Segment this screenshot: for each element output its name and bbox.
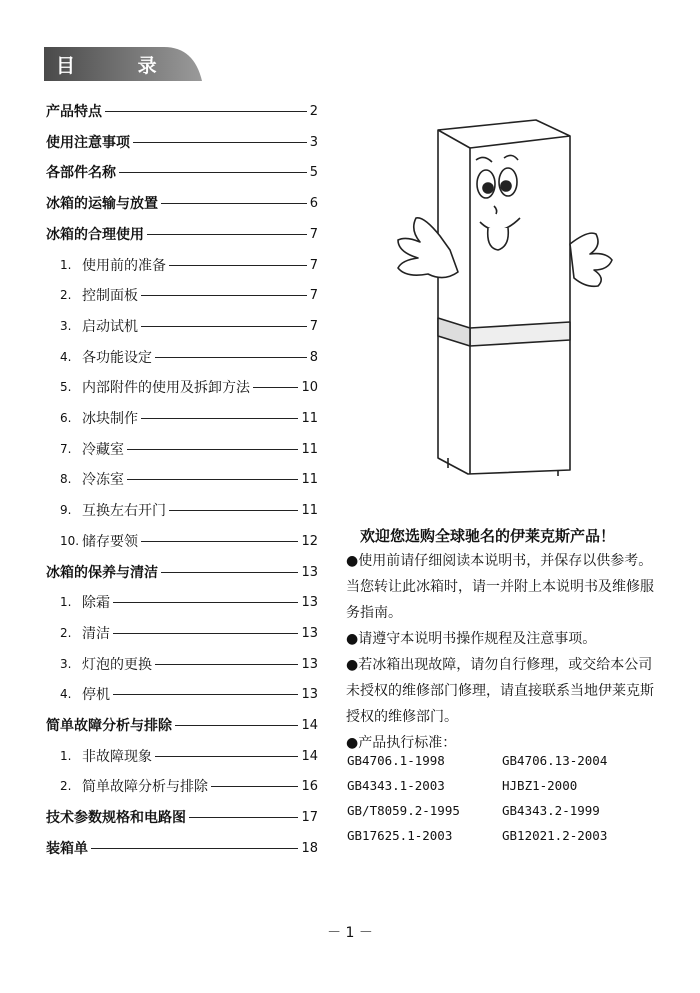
toc-leader-line: [105, 111, 307, 112]
toc-entry[interactable]: [46, 162, 318, 182]
toc-leader-line: [189, 817, 298, 818]
toc-entry[interactable]: [60, 255, 318, 275]
toc-entry-page: 13: [301, 564, 318, 580]
intro-paragraph-3: ●若冰箱出现故障，请勿自行修理，或交给本公司未授权的维修部门修理，请直接联系当地伊莱克斯授权的维修部门。: [346, 657, 654, 725]
toc-entry-page: 17: [301, 809, 318, 825]
table-of-contents: [0, 0, 340, 860]
toc-entry-page: 11: [301, 471, 318, 487]
intro-paragraph-1: ●使用前请仔细阅读本说明书，并保存以供参考。当您转让此冰箱时，请一并附上本说明书及维修服务指南。: [346, 553, 654, 621]
toc-entry-page: 13: [301, 686, 318, 702]
toc-leader-line: [253, 387, 298, 388]
toc-entry-label: 产品特点: [46, 104, 102, 120]
toc-entry-number: 6.: [60, 411, 72, 425]
standard-code: HJBZ1-2000: [502, 778, 578, 793]
toc-entry-label: 储存要领: [82, 534, 138, 550]
toc-entry-page: 7: [309, 287, 318, 303]
toc-entry-label: 各功能设定: [82, 350, 152, 366]
toc-entry-label: 灯泡的更换: [82, 657, 152, 673]
toc-entry-page: 7: [309, 226, 318, 242]
standard-code: GB4706.1-1998: [347, 753, 445, 768]
toc-entry-page: 13: [301, 656, 318, 672]
toc-entry[interactable]: [60, 684, 318, 704]
toc-leader-line: [91, 848, 298, 849]
toc-entry[interactable]: [60, 592, 318, 612]
page-title: 目 录: [56, 55, 185, 77]
toc-entry[interactable]: [60, 776, 318, 796]
toc-entry-label: 清洁: [82, 626, 110, 642]
toc-entry-label: 技术参数规格和电路图: [46, 810, 186, 826]
toc-entry[interactable]: [46, 193, 318, 213]
toc-entry-page: 6: [309, 195, 318, 211]
toc-entry-page: 11: [301, 502, 318, 518]
toc-entry-number: 4.: [60, 687, 72, 701]
toc-entry[interactable]: [60, 623, 318, 643]
toc-entry-number: 2.: [60, 626, 72, 640]
toc-leader-line: [141, 326, 307, 327]
toc-entry-page: 5: [309, 164, 318, 180]
toc-entry-page: 14: [301, 748, 318, 764]
toc-entry-number: 4.: [60, 350, 72, 364]
toc-leader-line: [113, 602, 298, 603]
fridge-icon: [358, 118, 620, 478]
toc-leader-line: [169, 510, 298, 511]
toc-leader-line: [155, 357, 307, 358]
toc-leader-line: [175, 725, 298, 726]
standard-code: GB17625.1-2003: [347, 828, 453, 843]
toc-entry-number: 1.: [60, 749, 72, 763]
toc-entry-page: 14: [301, 717, 318, 733]
toc-entry-number: 2.: [60, 288, 72, 302]
toc-entry[interactable]: [60, 654, 318, 674]
toc-entry[interactable]: [46, 562, 318, 582]
toc-entry-number: 7.: [60, 442, 72, 456]
toc-leader-line: [141, 295, 307, 296]
toc-leader-line: [133, 142, 307, 143]
standard-code: GB/T8059.2-1995: [347, 803, 460, 818]
toc-entry[interactable]: [60, 439, 318, 459]
toc-entry-number: 2.: [60, 779, 72, 793]
toc-entry-page: 16: [301, 778, 318, 794]
toc-entry-number: 3.: [60, 657, 72, 671]
toc-entry-label: 冰箱的合理使用: [46, 227, 144, 243]
toc-leader-line: [113, 694, 298, 695]
toc-entry[interactable]: [60, 347, 318, 367]
toc-entry-label: 简单故障分析与排除: [46, 718, 172, 734]
welcome-heading: 欢迎您选购全球驰名的伊莱克斯产品！: [360, 527, 616, 545]
toc-entry[interactable]: [46, 807, 318, 827]
toc-entry[interactable]: [60, 316, 318, 336]
toc-entry-label: 装箱单: [46, 841, 88, 857]
toc-entry[interactable]: [60, 285, 318, 305]
toc-entry-number: 1.: [60, 258, 72, 272]
standard-code: GB4343.2-1999: [502, 803, 600, 818]
toc-entry-label: 冷冻室: [82, 472, 124, 488]
page-number: － 1 －: [327, 925, 373, 941]
toc-leader-line: [161, 572, 298, 573]
toc-entry-label: 使用前的准备: [82, 258, 166, 274]
toc-entry-label: 控制面板: [82, 288, 138, 304]
toc-entry-number: 3.: [60, 319, 72, 333]
toc-entry-page: 13: [301, 594, 318, 610]
toc-entry-number: 9.: [60, 503, 72, 517]
toc-leader-line: [119, 172, 307, 173]
toc-entry[interactable]: [60, 500, 318, 520]
toc-entry-label: 冰箱的保养与清洁: [46, 565, 158, 581]
toc-entry-label: 非故障现象: [82, 749, 152, 765]
toc-entry[interactable]: [60, 469, 318, 489]
toc-entry-number: 8.: [60, 472, 72, 486]
toc-entry[interactable]: [46, 715, 318, 735]
toc-entry-page: 12: [301, 533, 318, 549]
toc-entry-label: 冰块制作: [82, 411, 138, 427]
toc-entry-label: 除霜: [82, 595, 110, 611]
toc-entry-number: 1.: [60, 595, 72, 609]
toc-entry-label: 各部件名称: [46, 165, 116, 181]
toc-leader-line: [127, 479, 298, 480]
toc-entry-label: 内部附件的使用及拆卸方法: [82, 380, 250, 396]
toc-entry[interactable]: [46, 224, 318, 244]
standard-code: GB4343.1-2003: [347, 778, 445, 793]
toc-entry[interactable]: [46, 838, 318, 858]
toc-entry-page: 10: [301, 379, 318, 395]
toc-entry-label: 冷藏室: [82, 442, 124, 458]
toc-entry-page: 7: [309, 257, 318, 273]
toc-entry-page: 11: [301, 441, 318, 457]
toc-entry-page: 3: [309, 134, 318, 150]
toc-entry-page: 7: [309, 318, 318, 334]
toc-entry[interactable]: [60, 377, 318, 397]
toc-leader-line: [155, 756, 298, 757]
toc-leader-line: [127, 449, 298, 450]
intro-paragraph-4: ●产品执行标准：: [346, 735, 457, 751]
toc-leader-line: [155, 664, 298, 665]
toc-entry-page: 2: [309, 103, 318, 119]
toc-entry-label: 互换左右开门: [82, 503, 166, 519]
toc-entry-label: 简单故障分析与排除: [82, 779, 208, 795]
toc-entry-page: 8: [309, 349, 318, 365]
fridge-mascot-illustration: [358, 118, 620, 478]
toc-leader-line: [211, 786, 298, 787]
toc-entry-label: 停机: [82, 687, 110, 703]
standard-code: GB12021.2-2003: [502, 828, 608, 843]
toc-entry-label: 启动试机: [82, 319, 138, 335]
toc-entry[interactable]: [60, 746, 318, 766]
toc-leader-line: [161, 203, 307, 204]
toc-leader-line: [113, 633, 298, 634]
toc-entry[interactable]: [60, 408, 318, 428]
toc-entry[interactable]: [46, 101, 318, 121]
toc-leader-line: [141, 418, 298, 419]
toc-leader-line: [169, 265, 307, 266]
toc-entry[interactable]: [46, 132, 318, 152]
toc-entry-page: 18: [301, 840, 318, 856]
toc-entry-number: 5.: [60, 380, 72, 394]
toc-entry[interactable]: [60, 531, 318, 551]
toc-leader-line: [147, 234, 307, 235]
toc-entry-number: 10.: [60, 534, 80, 548]
toc-entry-page: 11: [301, 410, 318, 426]
toc-entry-label: 使用注意事项: [46, 135, 130, 151]
standard-code: GB4706.13-2004: [502, 753, 608, 768]
intro-paragraph-2: ●请遵守本说明书操作规程及注意事项。: [346, 631, 597, 647]
toc-entry-page: 13: [301, 625, 318, 641]
toc-entry-label: 冰箱的运输与放置: [46, 196, 158, 212]
toc-leader-line: [141, 541, 298, 542]
